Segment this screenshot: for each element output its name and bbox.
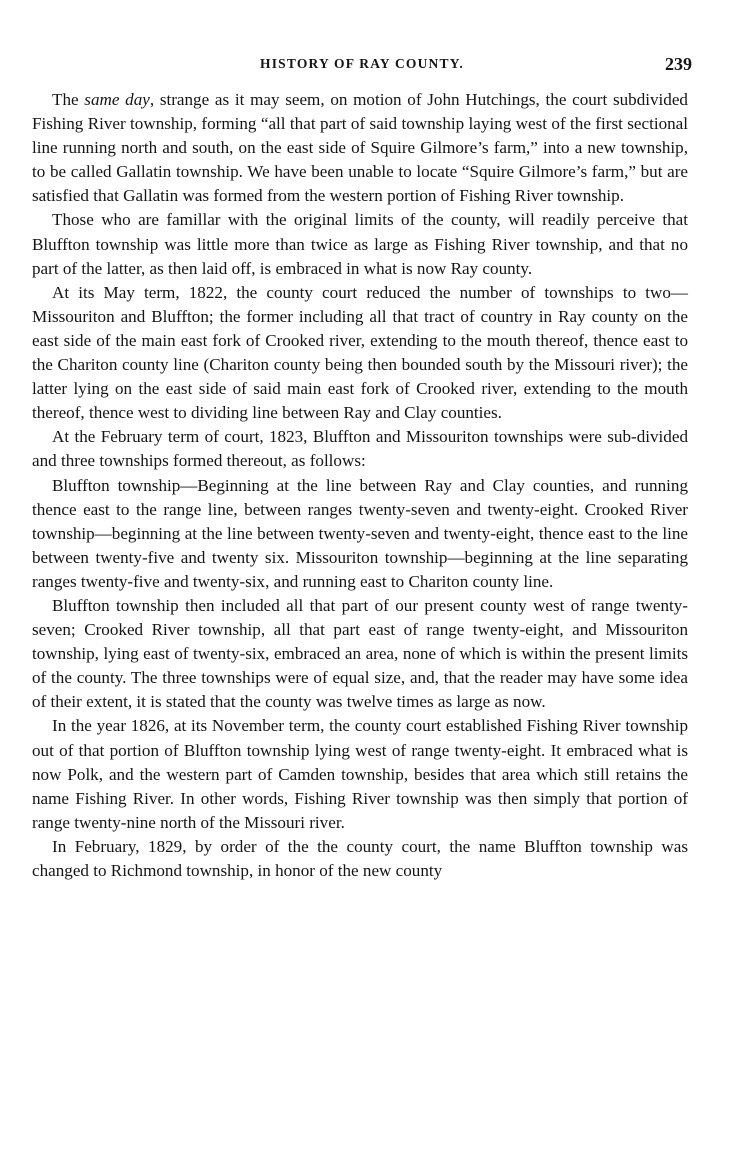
- paragraph-3: At its May term, 1822, the county court reduced the number of townships to two—Missouriton and Bluffton; the former including all that tract of country in Ray county on the east side of the main east fork of Crooked river, extending to the mouth thereof, thence east to the Chariton county line (Chariton county being then bounded south by the Missouri river); the latter lying on the east side of said main east fork of Crooked river, extending to the mouth thereof, thence west to dividing line between Ray and Clay counties.: [32, 282, 688, 423]
- paragraph-4: At the February term of court, 1823, Bluffton and Missouriton townships were sub-divided and three townships formed thereout, as follows:: [32, 427, 688, 471]
- running-title: HISTORY OF RAY COUNTY.: [260, 56, 464, 71]
- paragraph-8: In February, 1829, by order of the the county court, the name Bluffton township was changed to Richmond township, in honor of the new county: [32, 836, 688, 880]
- paragraph-2: Those who are famillar with the original limits of the county, will readily perceive that Bluffton township was little more than twice as large as Fishing River township, and that no part of the latter, as then laid off, is embraced in what is now Ray county.: [32, 210, 688, 278]
- paragraph-1: [32, 88, 688, 208]
- paragraph-5: Bluffton township—Beginning at the line between Ray and Clay counties, and running thence east to the range line, between ranges twenty-seven and twenty-eight. Crooked River township—beginning at the line between twenty-seven and twenty-eight, thence east to the line between twenty-five and twenty six. Missouriton township—beginning at the line separating ranges twenty-five and twenty-six, and running east to Chariton county line.: [32, 475, 688, 591]
- paragraph-6: Bluffton township then included all that part of our present county west of range twenty-seven; Crooked River township, all that part east of range twenty-eight, and Missouriton township, lying east of twenty-six, embraced an area, none of which is within the present limits of the county. The three townships were of equal size, and, that the reader may have some idea of their extent, it is stated that the county was twelve times as large as now.: [32, 595, 688, 712]
- running-head: [32, 52, 692, 76]
- paragraph-1-emphasis: same day: [84, 90, 150, 109]
- paragraph-1-lead: The: [52, 90, 85, 109]
- body-text: [32, 88, 688, 883]
- page-number: 239: [665, 54, 692, 74]
- paragraph-7: In the year 1826, at its November term, the county court established Fishing River township out of that portion of Bluffton township lying west of range twenty-eight. It embraced what is now Polk, and the western part of Camden township, besides that area which still retains the name Fishing River. In other words, Fishing River township was then simply that portion of range twenty-nine north of the Missouri river.: [32, 716, 688, 832]
- paragraph-1-rest: , strange as it may seem, on motion of John Hutchings, the court subdivided Fishing River township, forming “all that part of said township laying west of the first sectional line running north and south, on the east side of Squire Gilmore’s farm,” into a new township, to be called Gallatin township. We have been unable to locate “Squire Gilmore’s farm,” but are satisfied that Gallatin was formed from the western portion of Fishing River township.: [32, 90, 688, 206]
